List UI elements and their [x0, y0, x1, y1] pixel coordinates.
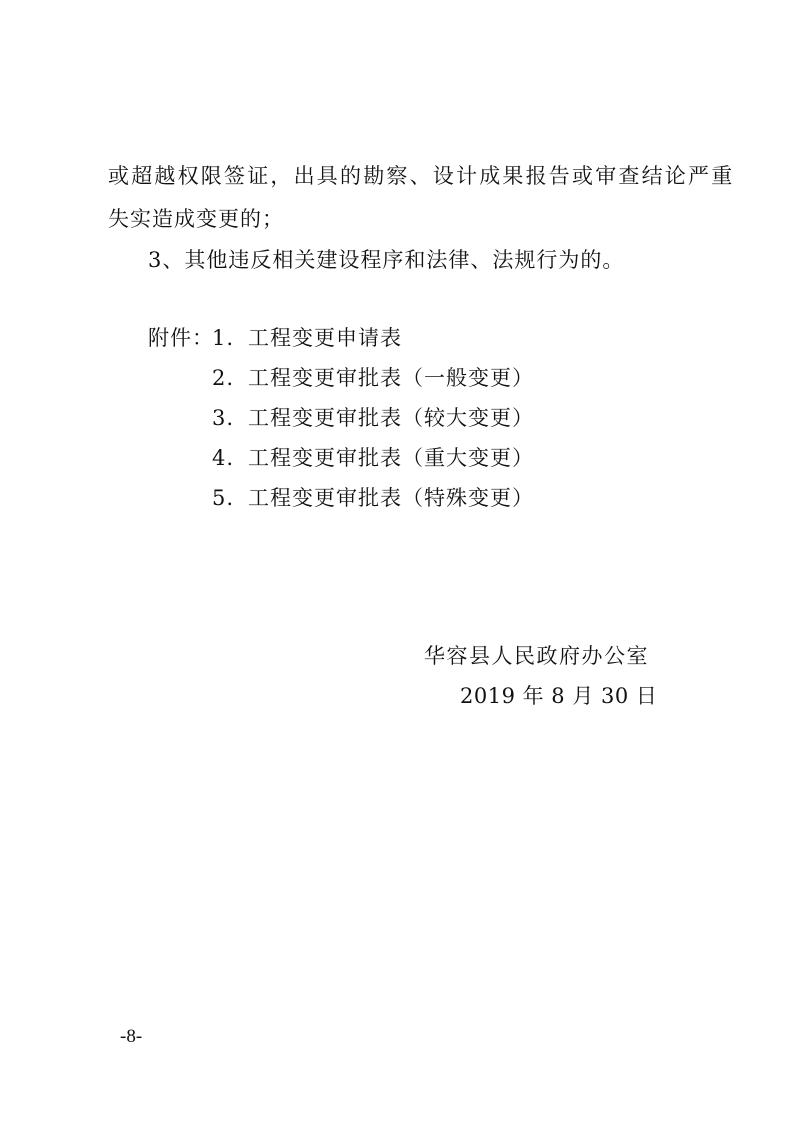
- attachments-label: 附件：: [148, 326, 214, 350]
- body-text-line: 或超越权限签证，出具的勘察、设计成果报告或审查结论严重: [108, 164, 735, 188]
- attachment-item: [212, 408, 534, 429]
- attachment-number: 2.: [212, 366, 235, 390]
- body-text-line: 失实造成变更的；: [108, 207, 284, 231]
- issue-date: 2019 年 8 月 30 日: [460, 684, 658, 708]
- attachment-title: 工程变更审批表（较大变更）: [248, 406, 534, 430]
- attachment-number: 1.: [212, 326, 235, 350]
- attachment-title: 工程变更审批表（重大变更）: [248, 446, 534, 470]
- attachment-item: [212, 368, 534, 389]
- issuing-office: 华容县人民政府办公室: [424, 644, 649, 668]
- page-number: -8-: [120, 1026, 143, 1047]
- attachment-number: 4.: [212, 446, 235, 470]
- attachment-title: 工程变更申请表: [248, 326, 402, 350]
- body-text-item-3: 3、其他违反相关建设程序和法律、法规行为的。: [148, 248, 625, 272]
- attachment-item: [212, 328, 402, 349]
- attachment-title: 工程变更审批表（一般变更）: [248, 366, 534, 390]
- attachment-number: 3.: [212, 406, 235, 430]
- attachment-title: 工程变更审批表（特殊变更）: [248, 486, 534, 510]
- attachment-number: 5.: [212, 486, 235, 510]
- attachment-item: [212, 488, 534, 509]
- attachment-item: [212, 448, 534, 469]
